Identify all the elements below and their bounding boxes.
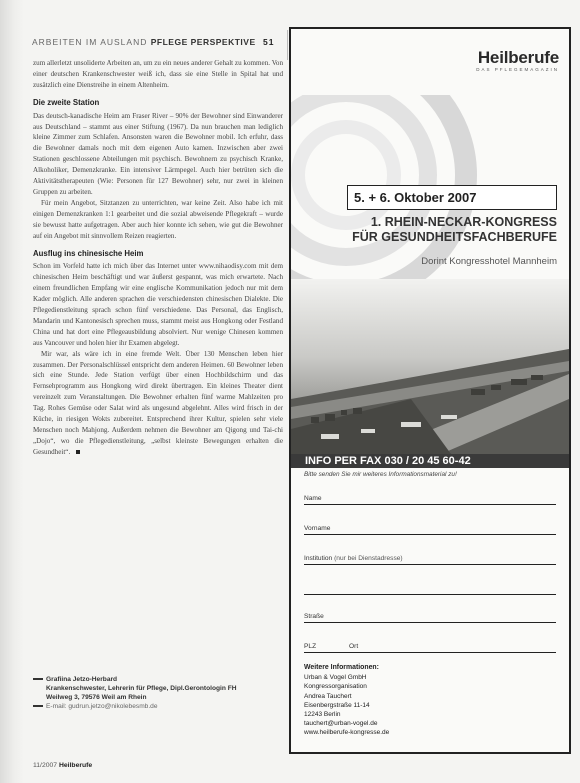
running-head [32,37,274,47]
congress-date: 5. + 6. Oktober 2007 [347,185,557,210]
institution-field[interactable] [304,555,556,565]
article-column [33,58,283,458]
institution-field-sublabel: (nur bei Dienstadresse) [334,555,403,562]
fax-info-bar: INFO PER FAX 030 / 20 45 60-42 [291,454,569,468]
page-footer [33,762,92,769]
contact-line: Eisenbergstraße 11-14 [304,701,370,709]
contact-heading: Weitere Informationen: [304,664,379,671]
section-heading: Die zweite Station [33,97,100,107]
article-paragraph [33,349,283,458]
contact-line: Urban & Vogel GmbH [304,674,367,682]
name-field-label: Name [304,495,322,502]
contact-line: Kongressorganisation [304,683,367,691]
running-head-section: ARBEITEN IM AUSLAND [32,37,148,47]
ort-field-label: Ort [349,643,359,650]
contact-line: 12243 Berlin [304,711,341,719]
institution-field-label: Institution [304,555,333,562]
author-info [33,675,283,711]
heilberufe-logo [476,48,559,72]
strasse-field[interactable] [304,613,556,623]
congress-title-line1: 1. RHEIN-NECKAR-KONGRESS [370,215,557,229]
footer-magazine: Heilberufe [58,762,93,769]
article-paragraph: Für mein Angebot, Sitztanzen zu unterrichten, war keine Zeit. Also habe ich mit einigen Demenzkranken 1:1 gearbeitet und die sozial abweisende Pflegekraft – wurde sie bewusst hatte aufgetragen. Aber auch hier konnte ich sehen, wie gut die Bewohner auf ein Angebot mit sinnvollem Reizen reagierten. [33,198,283,240]
footer-issue: 11/2007 [33,762,58,769]
page-number: 51 [263,37,275,47]
author-email-bar-icon [33,705,43,707]
strasse-field-label: Straße [304,613,324,620]
author-role: Krankenschwester, Lehrerin für Pflege, Dipl.Gerontologin FH [46,685,237,692]
logo-wordmark: Heilberufe [477,48,559,67]
page-binding-shadow [0,0,24,783]
name-field[interactable] [304,495,556,505]
congress-title-line2: FÜR GESUNDHEITSFACHBERUFE [352,230,557,244]
institution-field-line2[interactable] [304,583,556,595]
running-head-magazine: PFLEGE PERSPEKTIVE [150,37,256,47]
author-email[interactable]: E-mail: gudrun.jetzo@nikolebesmb.de [46,703,158,710]
article-paragraph: Schon im Vorfeld hatte ich mich über das Internet unter www.nihaodisy.com mit dem chinesischen Heim beschäftigt und war äußerst gespannt, was mich erwartete. Nach einem freundlichen Empfang wir eine englische Kommunikation jedoch nur mit dem Kader möglich. Alle anderen sprachen die verschiedensten chinesischen Dialekte. Die Pflegedienstleitung sprach schon fünf verschiedene. Das Personal, das Englisch, Mandarin und Kantonesisch sprechen muss, stammt meist aus Hongkong oder Festland China und hat dort eine Pflegeausbildung absolviert. Nur wenige Chinesen kommen aus Vancouver und holen hier ihr Examen abgelegt. [33,262,283,347]
article-paragraph-text: Mir war, als wäre ich in eine fremde Welt. Über 130 Menschen leben hier zusammen. Der Personalschlüssel entspricht dem anderen Heimen. 60 Bewohner leben sich eine Stunde. Jede Station verfügt über einen Hochbildschirm und das Fernsehprogramm aus Hongkong wird direkt übertragen. Ein kleines Theater dient vereinzelt zum Veranstaltungen. Die Bewohner erhalten fünf warme Mahlzeiten pro Tag. Rohes Gemüse oder Salat wird als ungesund abgelehnt. Alles wird frisch in der Küche, in riesigen Wokts zubereitet. Entsprechend ihrer Kultur, spielen sehr viele Menschen noch Mahjong. Außerdem nehmen die Bewohner am Qigong und Tai-chi „Dojo“, wo die Pflegedienstleitung, „selbst kleinste Bewegungen erhalten die Gesundheit“. [33,349,283,456]
article-paragraph: Das deutsch-kanadische Heim am Fraser River – 90% der Bewohner sind Einwanderer aus Deutschland – stammt aus einer Stiftung (1967). Da nun brauchen man lediglich kleine Zimmer zum Schlafen. Ansonsten waren die Bewohner mobil. Ich erfuhr, dass die Bewohner damals noch mit dem eigenen Auto kamen. Inzwischen aber zwei Stationen geschlossene Abteilungen mit psychisch. Bewohnern zu psychisch Kranke, Alkoholiker, Demenzkranke. Ein intensiver Lärmpegel. Auch hier betrüten sich die Aktivitätstherapeuten (Wie: Personen für 127 Bewohner) sehr, nur zwei in kleinen Gruppen zu arbeiten. [33,111,283,196]
vorname-field[interactable] [304,525,556,535]
logo-tagline: DAS PFLEGEMAGAZIN [476,67,559,72]
contact-website-link[interactable]: www.heilberufe-kongresse.de [304,729,390,737]
plz-field-label: PLZ [304,643,317,650]
author-address: Weilweg 3, 79576 Weil am Rhein [46,694,147,701]
header-divider [287,30,288,60]
congress-title [352,215,557,245]
section-heading: Ausflug ins chinesische Heim [33,248,144,258]
congress-advertisement [289,27,571,754]
contact-email-link[interactable]: tauchert@urban-vogel.de [304,720,378,728]
author-name: Grafiina Jetzo-Herbard [46,676,118,683]
author-bar-icon [33,678,43,680]
end-mark-icon [76,450,80,454]
vorname-field-label: Vorname [304,525,331,532]
fax-request-note: Bitte senden Sie mir weiteres Informationsmaterial zu! [304,471,457,478]
contact-info [304,663,389,738]
aerial-city-photo [291,279,569,454]
article-paragraph: zum allerletzt unsoliderte Arbeiten an, um zu ein neues anderer Gehalt zu kommen. Von einer deutschen Krankenschwester weiß ich, dass sie eine Stelle in Spital hat und zusätzlich eine Dienstreihe in einem Altenheim. [33,59,283,89]
plz-field[interactable] [304,643,556,653]
contact-line: Andrea Tauchert [304,692,352,700]
congress-venue: Dorint Kongresshotel Mannheim [421,256,557,267]
